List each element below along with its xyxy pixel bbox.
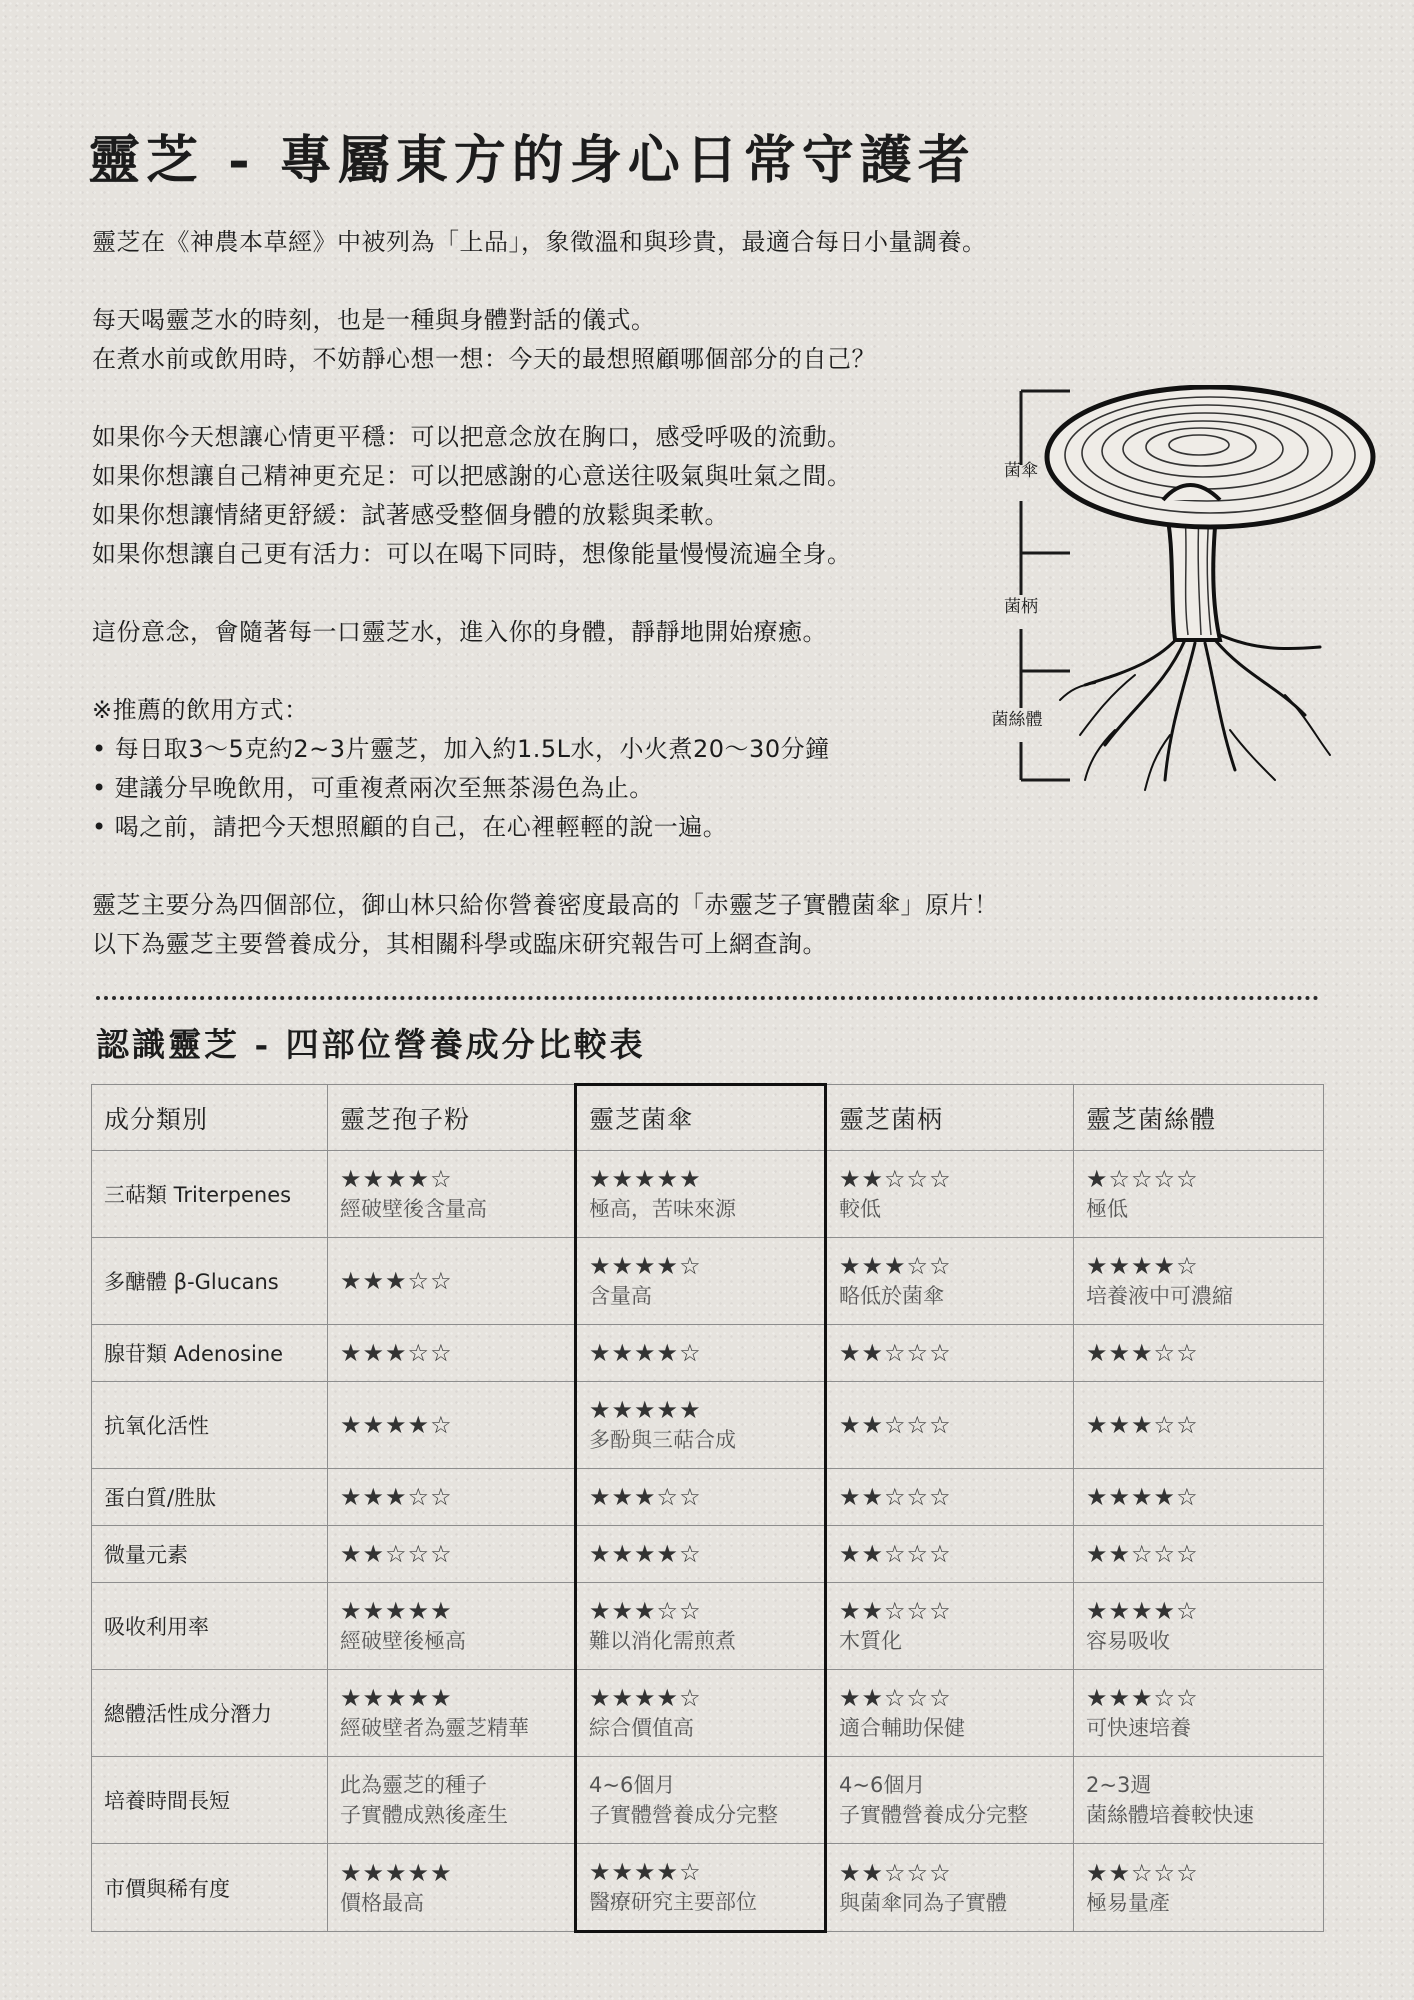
star-rating: ★★☆☆☆ xyxy=(839,1540,952,1568)
table-cell xyxy=(328,1151,576,1238)
table-cell xyxy=(826,1469,1074,1526)
cell-note: 培養液中可濃縮 xyxy=(1086,1284,1233,1308)
cell-note: 價格最高 xyxy=(340,1890,424,1915)
cell-note: 極易量產 xyxy=(1086,1890,1170,1915)
table-cell xyxy=(576,1757,826,1844)
row-category: 三萜類 Triterpenes xyxy=(92,1151,328,1238)
recommend-item: • 喝之前，請把今天想照顧的自己，在心裡輕輕的說一遍。 xyxy=(92,813,728,841)
star-rating: ★★★☆☆ xyxy=(589,1597,702,1625)
table-row xyxy=(92,1670,1324,1757)
table-row xyxy=(92,1844,1324,1932)
table-cell xyxy=(328,1670,576,1757)
header-category: 成分類別 xyxy=(92,1085,328,1151)
cell-text: 菌絲體培養較快速 xyxy=(1086,1803,1254,1827)
star-rating: ★☆☆☆☆ xyxy=(1086,1165,1199,1193)
table-cell xyxy=(576,1469,826,1526)
intro-paragraph: 靈芝主要分為四個部位，御山林只給你營養密度最高的「赤靈芝子實體菌傘」原片！ xyxy=(92,891,999,919)
star-rating: ★★★☆☆ xyxy=(839,1252,952,1280)
star-rating: ★★★★☆ xyxy=(589,1684,702,1712)
table-cell xyxy=(1074,1151,1324,1238)
recommend-heading: ※推薦的飲用方式： xyxy=(92,696,309,724)
star-rating: ★★★☆☆ xyxy=(1086,1339,1199,1367)
divider xyxy=(96,996,1319,1000)
star-rating: ★★★★☆ xyxy=(589,1252,702,1280)
intro-paragraph: 這份意念，會隨著每一口靈芝水，進入你的身體，靜靜地開始療癒。 xyxy=(92,618,827,646)
header-cap: 靈芝菌傘 xyxy=(576,1085,826,1151)
cell-note: 經破壁者為靈芝精華 xyxy=(340,1716,529,1740)
star-rating: ★★★★☆ xyxy=(340,1165,453,1193)
star-rating: ★★★☆☆ xyxy=(340,1483,453,1511)
table-cell xyxy=(1074,1757,1324,1844)
cell-note: 含量高 xyxy=(589,1284,652,1308)
table-cell xyxy=(1074,1469,1324,1526)
recommend-item: • 建議分早晚飲用，可重複煮兩次至無茶湯色為止。 xyxy=(92,774,654,802)
star-rating: ★★☆☆☆ xyxy=(839,1684,952,1712)
table-cell xyxy=(576,1583,826,1670)
star-rating: ★★☆☆☆ xyxy=(839,1339,952,1367)
table-row xyxy=(92,1526,1324,1583)
table-cell xyxy=(826,1325,1074,1382)
table-row xyxy=(92,1583,1324,1670)
row-category: 腺苷類 Adenosine xyxy=(92,1325,328,1382)
row-category: 蛋白質/胜肽 xyxy=(92,1469,328,1526)
table-row xyxy=(92,1325,1324,1382)
cell-text: 子實體營養成分完整 xyxy=(839,1803,1028,1827)
table-row xyxy=(92,1238,1324,1325)
star-rating: ★★★★☆ xyxy=(589,1540,702,1568)
mushroom-cap xyxy=(1047,387,1373,527)
table-cell xyxy=(576,1238,826,1325)
intro-paragraph: 如果你想讓自己精神更充足：可以把感謝的心意送往吸氣與吐氣之間。 xyxy=(92,462,852,490)
table-cell xyxy=(826,1757,1074,1844)
table-cell xyxy=(328,1382,576,1469)
table-cell xyxy=(328,1757,576,1844)
star-rating: ★★☆☆☆ xyxy=(839,1165,952,1193)
table-cell xyxy=(1074,1670,1324,1757)
cell-note: 經破壁後極高 xyxy=(340,1629,466,1653)
row-category: 吸收利用率 xyxy=(92,1583,328,1670)
cell-note: 醫療研究主要部位 xyxy=(589,1890,757,1914)
label-cap: 菌傘 xyxy=(1004,461,1038,481)
cell-note: 難以消化需煎煮 xyxy=(589,1629,736,1653)
cell-text: 4~6個月 xyxy=(589,1773,676,1797)
cell-text: 2~3週 xyxy=(1086,1773,1152,1797)
table-cell xyxy=(328,1526,576,1583)
star-rating: ★★☆☆☆ xyxy=(340,1540,453,1568)
table-title: 認識靈芝 - 四部位營養成分比較表 xyxy=(96,1025,646,1064)
star-rating: ★★☆☆☆ xyxy=(839,1411,952,1439)
comparison-table xyxy=(91,1083,1324,1933)
star-rating: ★★★☆☆ xyxy=(1086,1411,1199,1439)
cell-note: 極低 xyxy=(1086,1197,1128,1221)
star-rating: ★★★★☆ xyxy=(340,1411,453,1439)
cell-note: 經破壁後含量高 xyxy=(340,1197,487,1221)
star-rating: ★★☆☆☆ xyxy=(839,1597,952,1625)
header-mycelium: 靈芝菌絲體 xyxy=(1074,1085,1324,1151)
header-stem: 靈芝菌柄 xyxy=(826,1085,1074,1151)
star-rating: ★★★★☆ xyxy=(589,1339,702,1367)
table-cell xyxy=(826,1382,1074,1469)
star-rating: ★★★☆☆ xyxy=(340,1339,453,1367)
cell-note: 綜合價值高 xyxy=(589,1716,694,1740)
intro-paragraph: 靈芝在《神農本草經》中被列為「上品」，象徵溫和與珍貴，最適合每日小量調養。 xyxy=(92,228,987,256)
table-cell xyxy=(826,1526,1074,1583)
cell-note: 較低 xyxy=(839,1197,881,1221)
table-cell xyxy=(1074,1583,1324,1670)
cell-text: 子實體成熟後產生 xyxy=(340,1803,508,1827)
star-rating: ★★★★★ xyxy=(340,1858,453,1887)
table-header-row xyxy=(92,1085,1324,1151)
label-mycelium: 菌絲體 xyxy=(991,710,1043,730)
table-cell xyxy=(328,1469,576,1526)
mushroom-roots xyxy=(1060,635,1330,790)
table-cell xyxy=(1074,1382,1324,1469)
star-rating: ★★☆☆☆ xyxy=(1086,1540,1199,1568)
recommend-item: • 每日取3～5克約2~3片靈芝，加入約1.5L水，小火煮20～30分鐘 xyxy=(92,735,830,763)
table-cell xyxy=(1074,1238,1324,1325)
intro-paragraph: 如果你想讓情緒更舒緩：試著感受整個身體的放鬆與柔軟。 xyxy=(92,501,729,529)
table-cell xyxy=(576,1325,826,1382)
table-row xyxy=(92,1757,1324,1844)
star-rating: ★★★☆☆ xyxy=(1086,1684,1199,1712)
cell-note: 與菌傘同為子實體 xyxy=(839,1890,1007,1915)
table-row xyxy=(92,1382,1324,1469)
star-rating: ★★★★☆ xyxy=(1086,1483,1199,1511)
intro-paragraph: 如果你想讓自己更有活力：可以在喝下同時，想像能量慢慢流遍全身。 xyxy=(92,540,852,568)
intro-paragraph: 以下為靈芝主要營養成分，其相關科學或臨床研究報告可上網查詢。 xyxy=(92,930,827,958)
intro-paragraph: 如果你今天想讓心情更平穩：可以把意念放在胸口，感受呼吸的流動。 xyxy=(92,423,852,451)
star-rating: ★★☆☆☆ xyxy=(839,1858,952,1887)
star-rating: ★★★★★ xyxy=(589,1165,702,1193)
star-rating: ★★★★☆ xyxy=(1086,1597,1199,1625)
cell-text: 4~6個月 xyxy=(839,1773,926,1797)
table-cell xyxy=(826,1670,1074,1757)
row-category: 微量元素 xyxy=(92,1526,328,1583)
table-row xyxy=(92,1469,1324,1526)
table-cell xyxy=(576,1151,826,1238)
table-cell xyxy=(328,1844,576,1932)
row-category: 總體活性成分潛力 xyxy=(92,1670,328,1757)
table-cell xyxy=(576,1382,826,1469)
intro-paragraph: 每天喝靈芝水的時刻，也是一種與身體對話的儀式。 xyxy=(92,306,656,334)
star-rating: ★★★★☆ xyxy=(1086,1252,1199,1280)
table-cell xyxy=(1074,1844,1324,1932)
star-rating: ★★★★☆ xyxy=(589,1858,702,1886)
star-rating: ★★★☆☆ xyxy=(589,1483,702,1511)
row-category: 多醣體 β-Glucans xyxy=(92,1238,328,1325)
table-row xyxy=(92,1151,1324,1238)
star-rating: ★★☆☆☆ xyxy=(839,1483,952,1511)
cell-text: 子實體營養成分完整 xyxy=(589,1803,778,1827)
table-cell xyxy=(328,1583,576,1670)
table-cell xyxy=(328,1325,576,1382)
table-cell xyxy=(576,1526,826,1583)
lingzhi-diagram xyxy=(985,385,1385,795)
intro-paragraph: 在煮水前或飲用時，不妨靜心想一想：今天的最想照顧哪個部分的自己？ xyxy=(92,345,876,373)
intro-text xyxy=(92,223,999,964)
table-cell xyxy=(576,1670,826,1757)
cell-note: 可快速培養 xyxy=(1086,1716,1191,1740)
cell-text: 此為靈芝的種子 xyxy=(340,1773,487,1797)
table-cell xyxy=(826,1844,1074,1932)
cell-note: 略低於菌傘 xyxy=(839,1284,944,1308)
table-cell xyxy=(826,1583,1074,1670)
table-cell xyxy=(328,1238,576,1325)
star-rating: ★★☆☆☆ xyxy=(1086,1858,1199,1887)
cell-note: 極高，苦味來源 xyxy=(589,1197,736,1221)
table-cell xyxy=(1074,1325,1324,1382)
star-rating: ★★★★★ xyxy=(589,1396,702,1424)
cell-note: 多酚與三萜合成 xyxy=(589,1428,736,1452)
cell-note: 容易吸收 xyxy=(1086,1629,1170,1653)
table-cell xyxy=(826,1151,1074,1238)
row-category: 市價與稀有度 xyxy=(92,1844,328,1932)
table-cell xyxy=(1074,1526,1324,1583)
star-rating: ★★★☆☆ xyxy=(340,1267,453,1295)
header-spore-powder: 靈芝孢子粉 xyxy=(328,1085,576,1151)
cell-note: 木質化 xyxy=(839,1629,902,1653)
row-category: 抗氧化活性 xyxy=(92,1382,328,1469)
cell-note: 適合輔助保健 xyxy=(839,1716,965,1740)
table-cell xyxy=(826,1238,1074,1325)
star-rating: ★★★★★ xyxy=(340,1597,453,1625)
table-cell xyxy=(576,1844,826,1932)
star-rating: ★★★★★ xyxy=(340,1684,453,1712)
row-category: 培養時間長短 xyxy=(92,1757,328,1844)
label-stem: 菌柄 xyxy=(1004,597,1038,617)
page-title: 靈芝 - 專屬東方的身心日常守護者 xyxy=(88,130,976,191)
